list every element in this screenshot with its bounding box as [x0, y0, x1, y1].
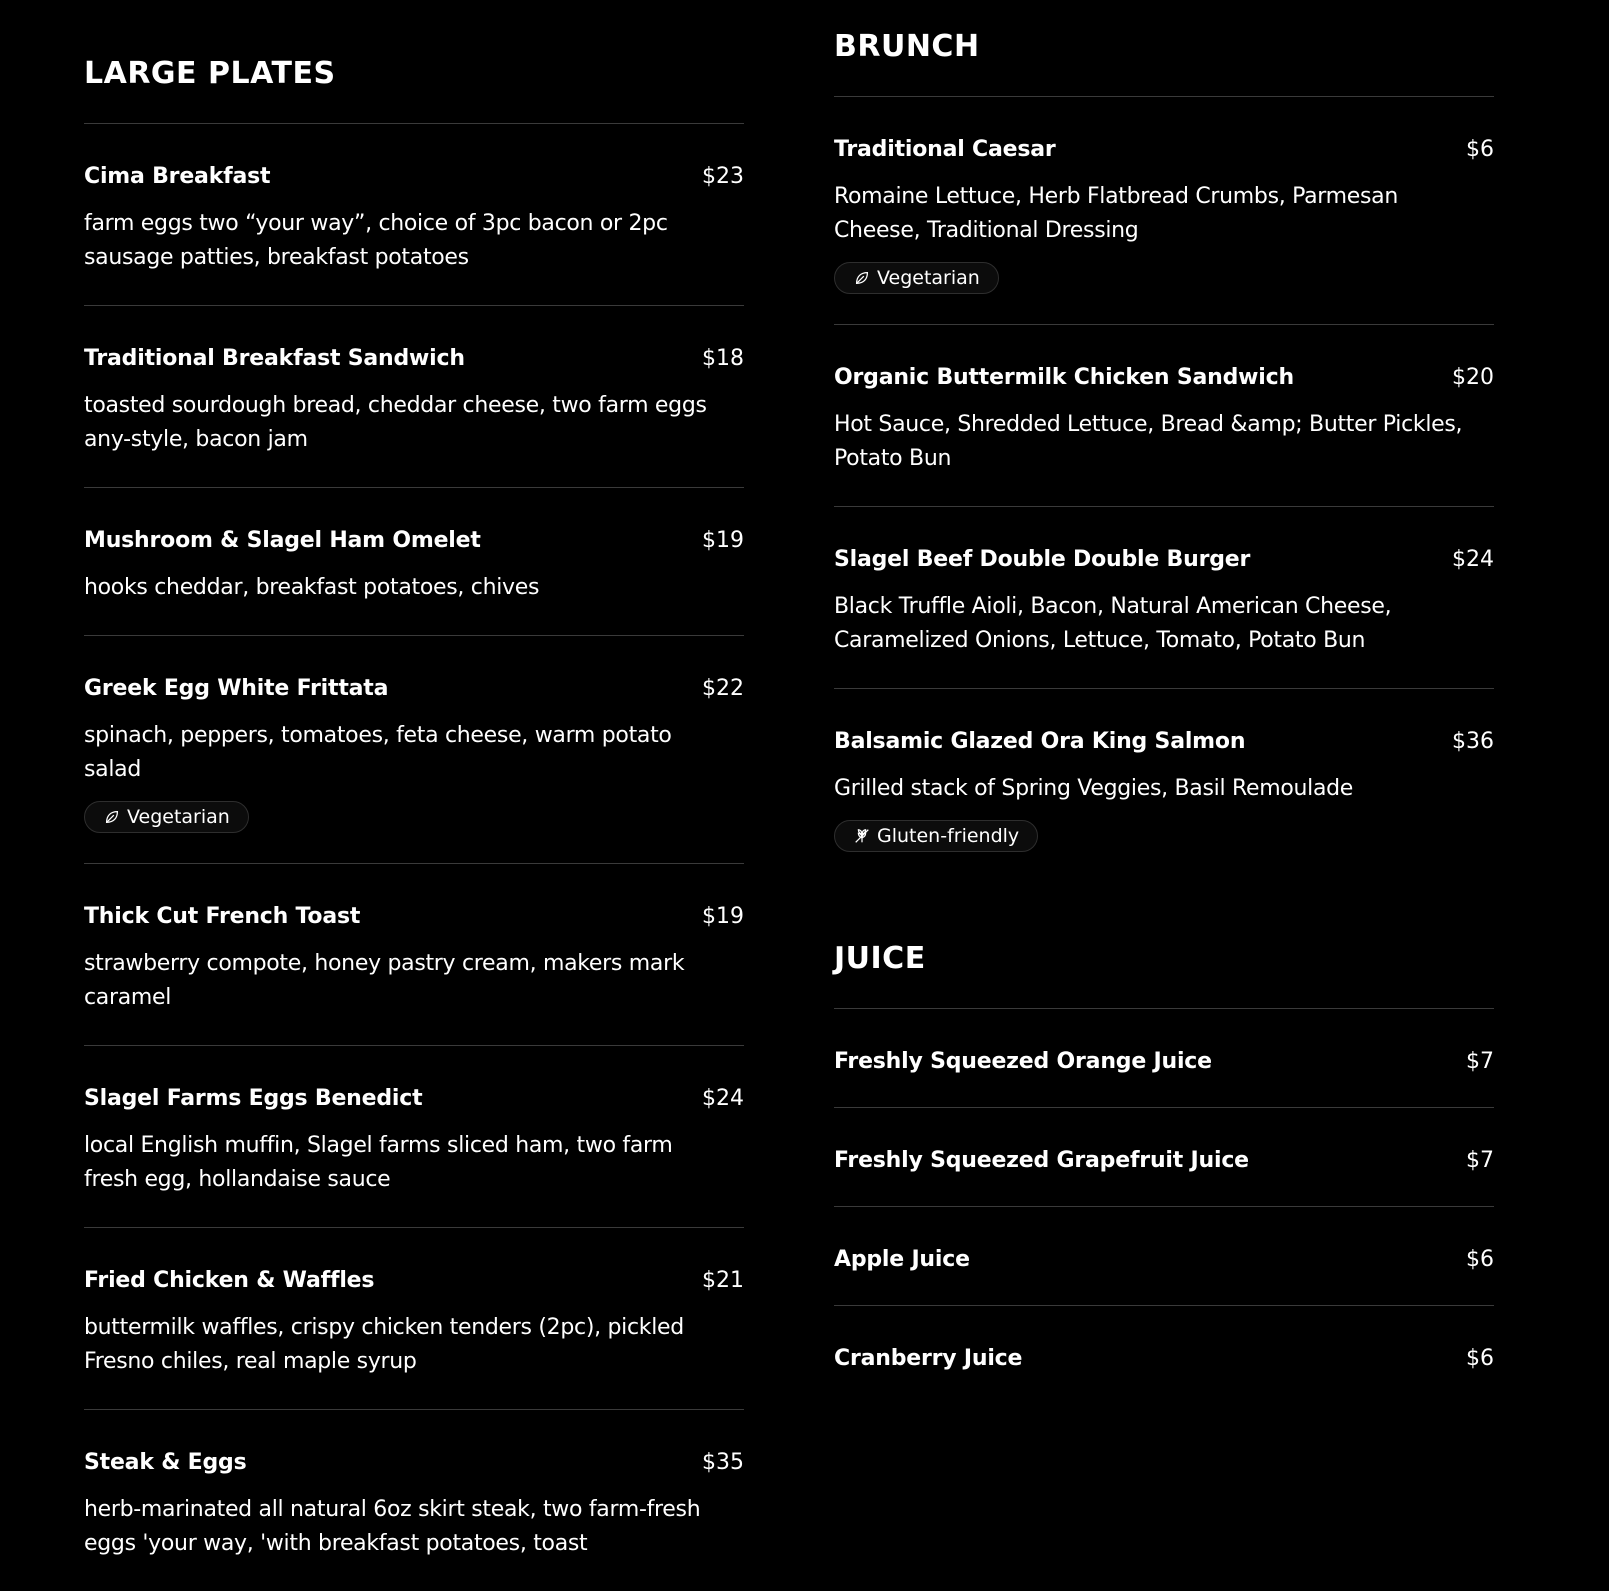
menu-item: [84, 306, 744, 488]
menu-item: [84, 1046, 744, 1228]
item-price: $6: [1466, 137, 1494, 162]
dietary-badge: [834, 820, 1038, 852]
item-header: [834, 1148, 1494, 1173]
juice-list: [834, 1008, 1494, 1404]
item-name: Cranberry Juice: [834, 1346, 1023, 1371]
item-price: $21: [702, 1268, 744, 1293]
item-price: $7: [1466, 1049, 1494, 1074]
menu-item: [834, 1207, 1494, 1306]
menu-item: [84, 1228, 744, 1410]
item-name: Cima Breakfast: [84, 164, 271, 189]
item-price: $24: [1452, 547, 1494, 572]
item-header: [834, 1049, 1494, 1074]
menu-item: [84, 488, 744, 636]
item-price: $36: [1452, 729, 1494, 754]
item-description: buttermilk waffles, crispy chicken tenders (2pc), pickled Fresno chiles, real maple syrup: [84, 1315, 684, 1374]
menu-item: [834, 325, 1494, 507]
badge-label: Gluten-friendly: [877, 825, 1020, 847]
item-price: $7: [1466, 1148, 1494, 1173]
item-name: Balsamic Glazed Ora King Salmon: [834, 729, 1246, 754]
item-name: Greek Egg White Frittata: [84, 676, 389, 701]
item-price: $19: [702, 904, 744, 929]
item-price: $18: [702, 346, 744, 371]
brunch-juice-column: [834, 0, 1494, 1404]
menu-item: [834, 1108, 1494, 1207]
item-header: [84, 164, 744, 189]
item-name: Organic Buttermilk Chicken Sandwich: [834, 365, 1294, 390]
menu-item: [834, 689, 1494, 882]
menu-item: [84, 636, 744, 864]
item-name: Freshly Squeezed Orange Juice: [834, 1049, 1212, 1074]
brunch-list: [834, 96, 1494, 882]
badge-label: Vegetarian: [127, 806, 230, 828]
menu-item: [84, 864, 744, 1046]
item-description: herb-marinated all natural 6oz skirt steak, two farm-fresh eggs 'your way, 'with breakfast potatoes, toast: [84, 1497, 701, 1556]
item-header: [834, 1346, 1494, 1371]
leaf-icon: [853, 269, 871, 287]
item-description: local English muffin, Slagel farms sliced ham, two farm fresh egg, hollandaise sauce: [84, 1133, 673, 1192]
item-name: Steak & Eggs: [84, 1450, 247, 1475]
item-header: [84, 346, 744, 371]
item-price: $19: [702, 528, 744, 553]
section-title-brunch: BRUNCH: [834, 29, 980, 64]
menu-item: [834, 1306, 1494, 1404]
item-description: Hot Sauce, Shredded Lettuce, Bread &amp; Butter Pickles, Potato Bun: [834, 412, 1463, 471]
item-name: Freshly Squeezed Grapefruit Juice: [834, 1148, 1249, 1173]
dietary-badge: [84, 801, 249, 833]
item-price: $22: [702, 676, 744, 701]
item-header: [834, 365, 1494, 390]
leaf-icon: [103, 808, 121, 826]
large-plates-column: [84, 0, 744, 1591]
item-name: Thick Cut French Toast: [84, 904, 361, 929]
section-title-large-plates: LARGE PLATES: [84, 56, 336, 91]
menu-item: [84, 124, 744, 306]
item-name: Traditional Caesar: [834, 137, 1056, 162]
item-name: Mushroom & Slagel Ham Omelet: [84, 528, 481, 553]
item-header: [84, 1086, 744, 1111]
item-description: strawberry compote, honey pastry cream, makers mark caramel: [84, 951, 685, 1010]
item-description: Romaine Lettuce, Herb Flatbread Crumbs, Parmesan Cheese, Traditional Dressing: [834, 184, 1398, 243]
menu-item: [84, 1410, 744, 1591]
item-header: [84, 1450, 744, 1475]
item-description: toasted sourdough bread, cheddar cheese, two farm eggs any-style, bacon jam: [84, 393, 707, 452]
item-price: $24: [702, 1086, 744, 1111]
item-header: [84, 528, 744, 553]
item-header: [834, 729, 1494, 754]
item-price: $6: [1466, 1247, 1494, 1272]
item-price: $35: [702, 1450, 744, 1475]
menu-item: [834, 1009, 1494, 1108]
no-wheat-icon: [853, 827, 871, 845]
item-header: [834, 137, 1494, 162]
section-title-juice: JUICE: [834, 941, 926, 976]
item-name: Fried Chicken & Waffles: [84, 1268, 375, 1293]
item-name: Traditional Breakfast Sandwich: [84, 346, 465, 371]
item-name: Apple Juice: [834, 1247, 970, 1272]
item-name: Slagel Beef Double Double Burger: [834, 547, 1251, 572]
item-description: spinach, peppers, tomatoes, feta cheese, warm potato salad: [84, 723, 672, 782]
item-description: Grilled stack of Spring Veggies, Basil Remoulade: [834, 776, 1354, 801]
item-name: Slagel Farms Eggs Benedict: [84, 1086, 423, 1111]
item-price: $20: [1452, 365, 1494, 390]
item-description: Black Truffle Aioli, Bacon, Natural American Cheese, Caramelized Onions, Lettuce, Tomato, Potato Bun: [834, 594, 1392, 653]
item-description: farm eggs two “your way”, choice of 3pc bacon or 2pc sausage patties, breakfast potatoes: [84, 211, 668, 270]
item-price: $23: [702, 164, 744, 189]
menu-item: [834, 97, 1494, 325]
menu-item: [834, 507, 1494, 689]
item-price: $6: [1466, 1346, 1494, 1371]
item-header: [84, 1268, 744, 1293]
item-header: [834, 547, 1494, 572]
dietary-badge: [834, 262, 999, 294]
item-header: [834, 1247, 1494, 1272]
item-header: [84, 904, 744, 929]
item-description: hooks cheddar, breakfast potatoes, chives: [84, 575, 540, 600]
badge-label: Vegetarian: [877, 267, 980, 289]
item-header: [84, 676, 744, 701]
large-plates-list: [84, 123, 744, 1591]
